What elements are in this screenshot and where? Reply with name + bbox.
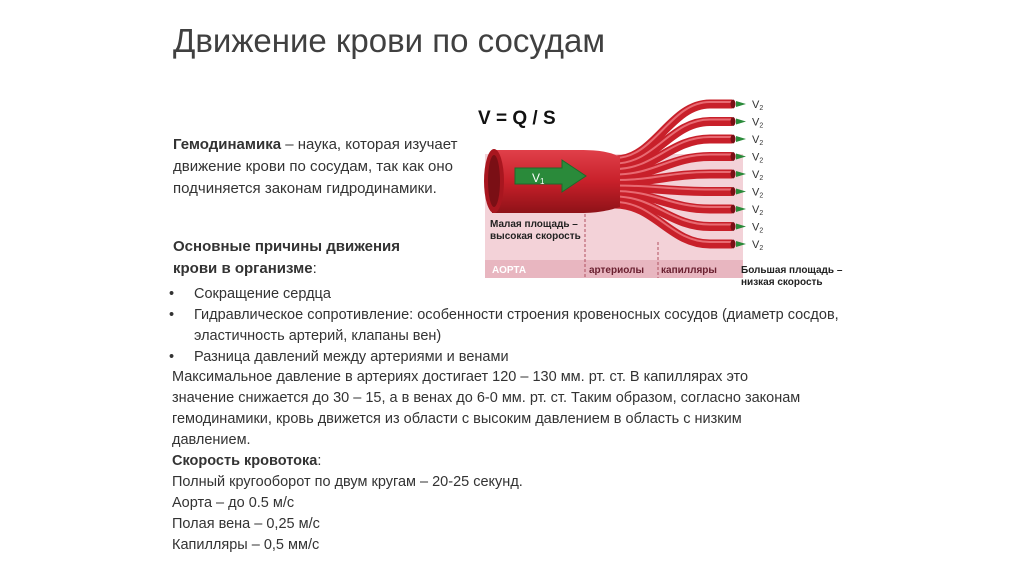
arterioles-band-label: артериолы (589, 265, 645, 276)
bullet-icon: • (169, 286, 175, 302)
v2-label: V2 (752, 134, 764, 147)
branch-opening (731, 100, 736, 109)
branch-opening (731, 135, 736, 144)
v2-label: V2 (752, 186, 764, 200)
bullet-icon: • (169, 349, 175, 365)
causes-heading-text: Основные причины движения крови в организме (173, 238, 401, 277)
pressure-line: значение снижается до 30 – 15, а в венах до 6-0 мм. рт. ст. Таким образом, согласно законам (172, 390, 801, 406)
causes-heading (173, 236, 423, 280)
capillaries-band-label: капилляры (661, 265, 717, 276)
list-item (165, 347, 865, 368)
speed-heading (172, 451, 862, 472)
aorta-band-label: АОРТА (492, 265, 527, 276)
low-speed-label: низкая скорость (741, 277, 823, 288)
speed-line: Капилляры – 0,5 мм/с (172, 537, 320, 553)
v2-label: V2 (752, 169, 764, 182)
pressure-line: давлением. (172, 432, 251, 448)
intro-term: Гемодинамика (173, 136, 282, 153)
v2-label: V2 (752, 221, 764, 235)
v2-arrow-icon (736, 136, 746, 142)
pressure-and-speed-section (172, 367, 862, 556)
speed-line: Полный кругооборот по двум кругам – 20-25 секунд. (172, 474, 523, 490)
speed-heading-colon: : (317, 453, 322, 469)
branch-opening (731, 187, 736, 196)
page-title: Движение крови по сосудам (173, 22, 606, 59)
large-area-label: Большая площадь – (741, 265, 843, 276)
v1-label: V1 (532, 171, 545, 186)
list-item-text: Сокращение сердца (194, 286, 331, 302)
branch-opening (731, 117, 736, 126)
branch-opening (731, 170, 736, 179)
causes-list (165, 284, 865, 368)
list-item (165, 305, 865, 347)
blood-flow-diagram (470, 92, 870, 292)
causes-heading-colon: : (312, 260, 317, 277)
speed-heading-text: Скорость кровотока (172, 453, 318, 469)
v2-label: V2 (752, 239, 764, 252)
bullet-icon: • (169, 307, 175, 323)
intro-definition: – наука, которая изучает движение крови по сосудам, так как оно подчиняется законам гидродинамики. (173, 136, 458, 197)
list-item-text: Разница давлений между артериями и венами (194, 349, 509, 365)
branch-opening (731, 152, 736, 161)
formula-label: V = Q / S (478, 108, 556, 129)
pressure-line: гемодинамики, кровь движется из области с высоким давлением в область с низким (172, 411, 742, 427)
v2-label: V2 (752, 204, 764, 217)
v2-arrow-icon (736, 119, 746, 125)
aorta-lumen (488, 155, 500, 207)
branch-opening (731, 222, 736, 231)
v2-label: V2 (752, 99, 764, 112)
list-item-text: Гидравлическое сопротивление: особенности строения кровеносных сосудов (диаметр сосдов, эластичность артерий, клапаны вен) (194, 307, 839, 344)
speed-line: Полая вена – 0,25 м/с (172, 516, 320, 532)
v2-arrow-icon (736, 101, 746, 107)
intro-paragraph (173, 134, 458, 200)
v2-label: V2 (752, 116, 764, 130)
high-speed-label: высокая скорость (490, 231, 581, 242)
speed-line: Аорта – до 0.5 м/с (172, 495, 295, 511)
branch-opening (731, 240, 736, 249)
pressure-line: Максимальное давление в артериях достигает 120 – 130 мм. рт. ст. В капиллярах это (172, 369, 749, 385)
v2-label: V2 (752, 151, 764, 165)
small-area-label: Малая площадь – (490, 219, 578, 230)
branch-opening (731, 205, 736, 214)
blood-flow-figure (470, 92, 870, 292)
